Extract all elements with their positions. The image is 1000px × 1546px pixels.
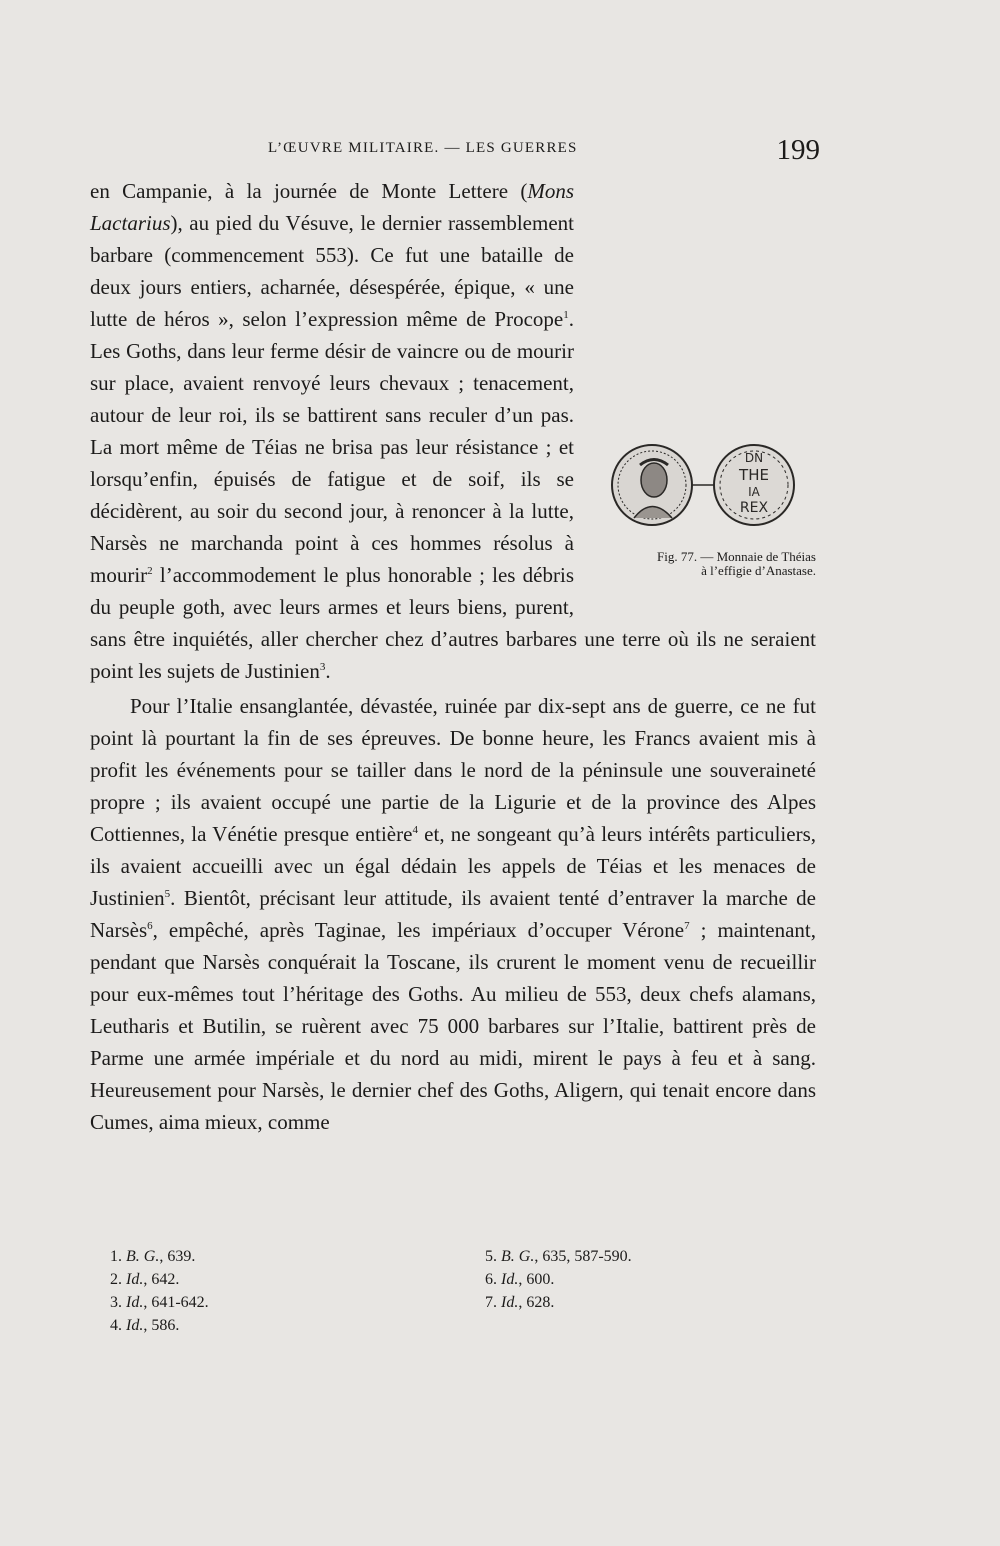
footnote-ref-5[interactable]: 5 [164, 888, 171, 900]
footnote-number: 2. [110, 1271, 122, 1288]
footnote-2 [110, 1268, 485, 1291]
footnote-1 [110, 1245, 485, 1268]
paragraph-2 [90, 690, 816, 1138]
p2-text-1: Pour l’Italie ensanglantée, dévastée, ruinée par dix-sept ans de guerre, ce ne fut point là pourtant la fin de ses épreuves. De bonne heure, les Francs avaient mis à profit les événements pour se tailler dans le nord de la péninsule une souveraineté propre ; ils avaient occupé une partie de la Ligurie et de la province des Alpes Cottiennes, la Vénétie presque entière [90, 694, 816, 846]
footnote-ref-7[interactable]: 7 [684, 920, 690, 932]
footnote-reference: , 635, 587-590. [534, 1248, 632, 1265]
footnote-source: Id. [501, 1271, 519, 1288]
footnote-number: 1. [110, 1248, 122, 1265]
footnote-number: 6. [485, 1271, 497, 1288]
coin-text-line-2: THE [739, 466, 769, 484]
coin-illustration [604, 440, 814, 530]
coin-obverse [612, 445, 692, 525]
footnote-source: Id. [126, 1317, 144, 1334]
footnote-source: B. G. [126, 1248, 160, 1265]
page-number: 199 [776, 134, 820, 166]
figure-caption [594, 550, 816, 578]
footnote-ref-6[interactable]: 6 [147, 920, 153, 932]
coin-text-line-3: IA [748, 485, 760, 499]
footnote-number: 4. [110, 1317, 122, 1334]
footnote-5 [485, 1245, 750, 1268]
footnote-ref-1[interactable]: 1 [563, 309, 569, 321]
footnote-reference: , 641-642. [143, 1294, 209, 1311]
coin-reverse [714, 445, 794, 525]
footnote-6 [485, 1268, 750, 1291]
footnote-source: Id. [501, 1294, 519, 1311]
running-head: L’ŒUVRE MILITAIRE. — LES GUERRES [268, 140, 578, 156]
figure-coin [594, 175, 816, 620]
figure-caption-line-1: Fig. 77. — Monnaie de Théias [657, 549, 816, 564]
footnote-ref-3[interactable]: 3 [319, 661, 326, 673]
p1-text-5: . [325, 659, 331, 683]
p1-text-3: . Les Goths, dans leur ferme désir de vaincre ou de mourir sur place, avaient renvoyé leurs chevaux ; tenacement, autour de leur roi, ils se battirent sans reculer d’un pas. La mort même de Téias ne brisa pas leur résistance ; et lorsqu’enfin, épuisés de fatigue et de soif, ils se décidèrent, au soir du second jour, à renoncer à la lutte, Narsès ne marchanda point à ces hommes résolus à mourir [90, 307, 574, 587]
footnote-ref-2[interactable]: 2 [147, 565, 153, 577]
footnote-reference: , 600. [518, 1271, 555, 1288]
footnote-source: Id. [126, 1271, 144, 1288]
p2-text-2: et, ne songeant qu’à leurs intérêts particuliers, ils avaient accueilli avec un égal dédain les appels de Téias et les menaces de Justinien [90, 822, 816, 910]
p1-text-1: en Campanie, à la journée de Monte Lettere ( [90, 179, 528, 203]
footnote-reference: , 639. [159, 1248, 196, 1265]
p1-text-4: l’accommodement le plus honorable ; les débris du peuple goth, avec leurs armes et leurs biens, purent, sans être inquiétés, aller chercher chez d’autres barbares une terre où ils ne seraient point les sujets de Justinien [90, 563, 816, 683]
paragraph-1 [90, 175, 816, 687]
footnote-reference: , 586. [143, 1317, 180, 1334]
footnote-reference: , 642. [143, 1271, 180, 1288]
p1-italic-mons-lactarius: Mons Lactarius [90, 179, 574, 235]
footnote-number: 5. [485, 1248, 497, 1265]
footnote-4 [110, 1314, 485, 1337]
footnote-source: B. G. [501, 1248, 535, 1265]
footnotes [110, 1245, 750, 1337]
footnote-number: 7. [485, 1294, 497, 1311]
coin-text-line-1: DN [744, 451, 764, 465]
footnotes-column-right [485, 1245, 750, 1337]
footnote-reference: , 628. [518, 1294, 555, 1311]
coin-text-line-4: REX [739, 500, 769, 516]
p1-text-2: ), au pied du Vésuve, le dernier rassemblement barbare (commencement 553). Ce fut une bataille de deux jours entiers, acharnée, désespérée, épique, « une lutte de héros », selon l’expression même de Procope [90, 211, 574, 331]
footnote-source: Id. [126, 1294, 144, 1311]
footnote-ref-4[interactable]: 4 [412, 824, 418, 836]
p2-text-5: ; maintenant, pendant que Narsès conquérait la Toscane, ils crurent le moment venu de recueillir pour eux-mêmes tout l’héritage des Goths. Au milieu de 553, deux chefs alamans, Leutharis et Butilin, se ruèrent avec 75 000 barbares sur l’Italie, battirent près de Parme une armée impériale et du nord au midi, mirent le pays à feu et à sang. Heureusement pour Narsès, le dernier chef des Goths, Aligern, qui tenait encore dans Cumes, aima mieux, comme [90, 918, 816, 1134]
footnotes-column-left [110, 1245, 485, 1337]
footnote-number: 3. [110, 1294, 122, 1311]
figure-caption-line-2: à l’effigie d’Anastase. [701, 563, 816, 578]
footnote-7 [485, 1291, 750, 1314]
p2-text-3: . Bientôt, précisant leur attitude, ils avaient tenté d’entraver la marche de Narsès [90, 886, 816, 942]
p2-text-4: , empêché, après Taginae, les impériaux d’occuper Vérone [152, 918, 685, 942]
footnote-3 [110, 1291, 485, 1314]
